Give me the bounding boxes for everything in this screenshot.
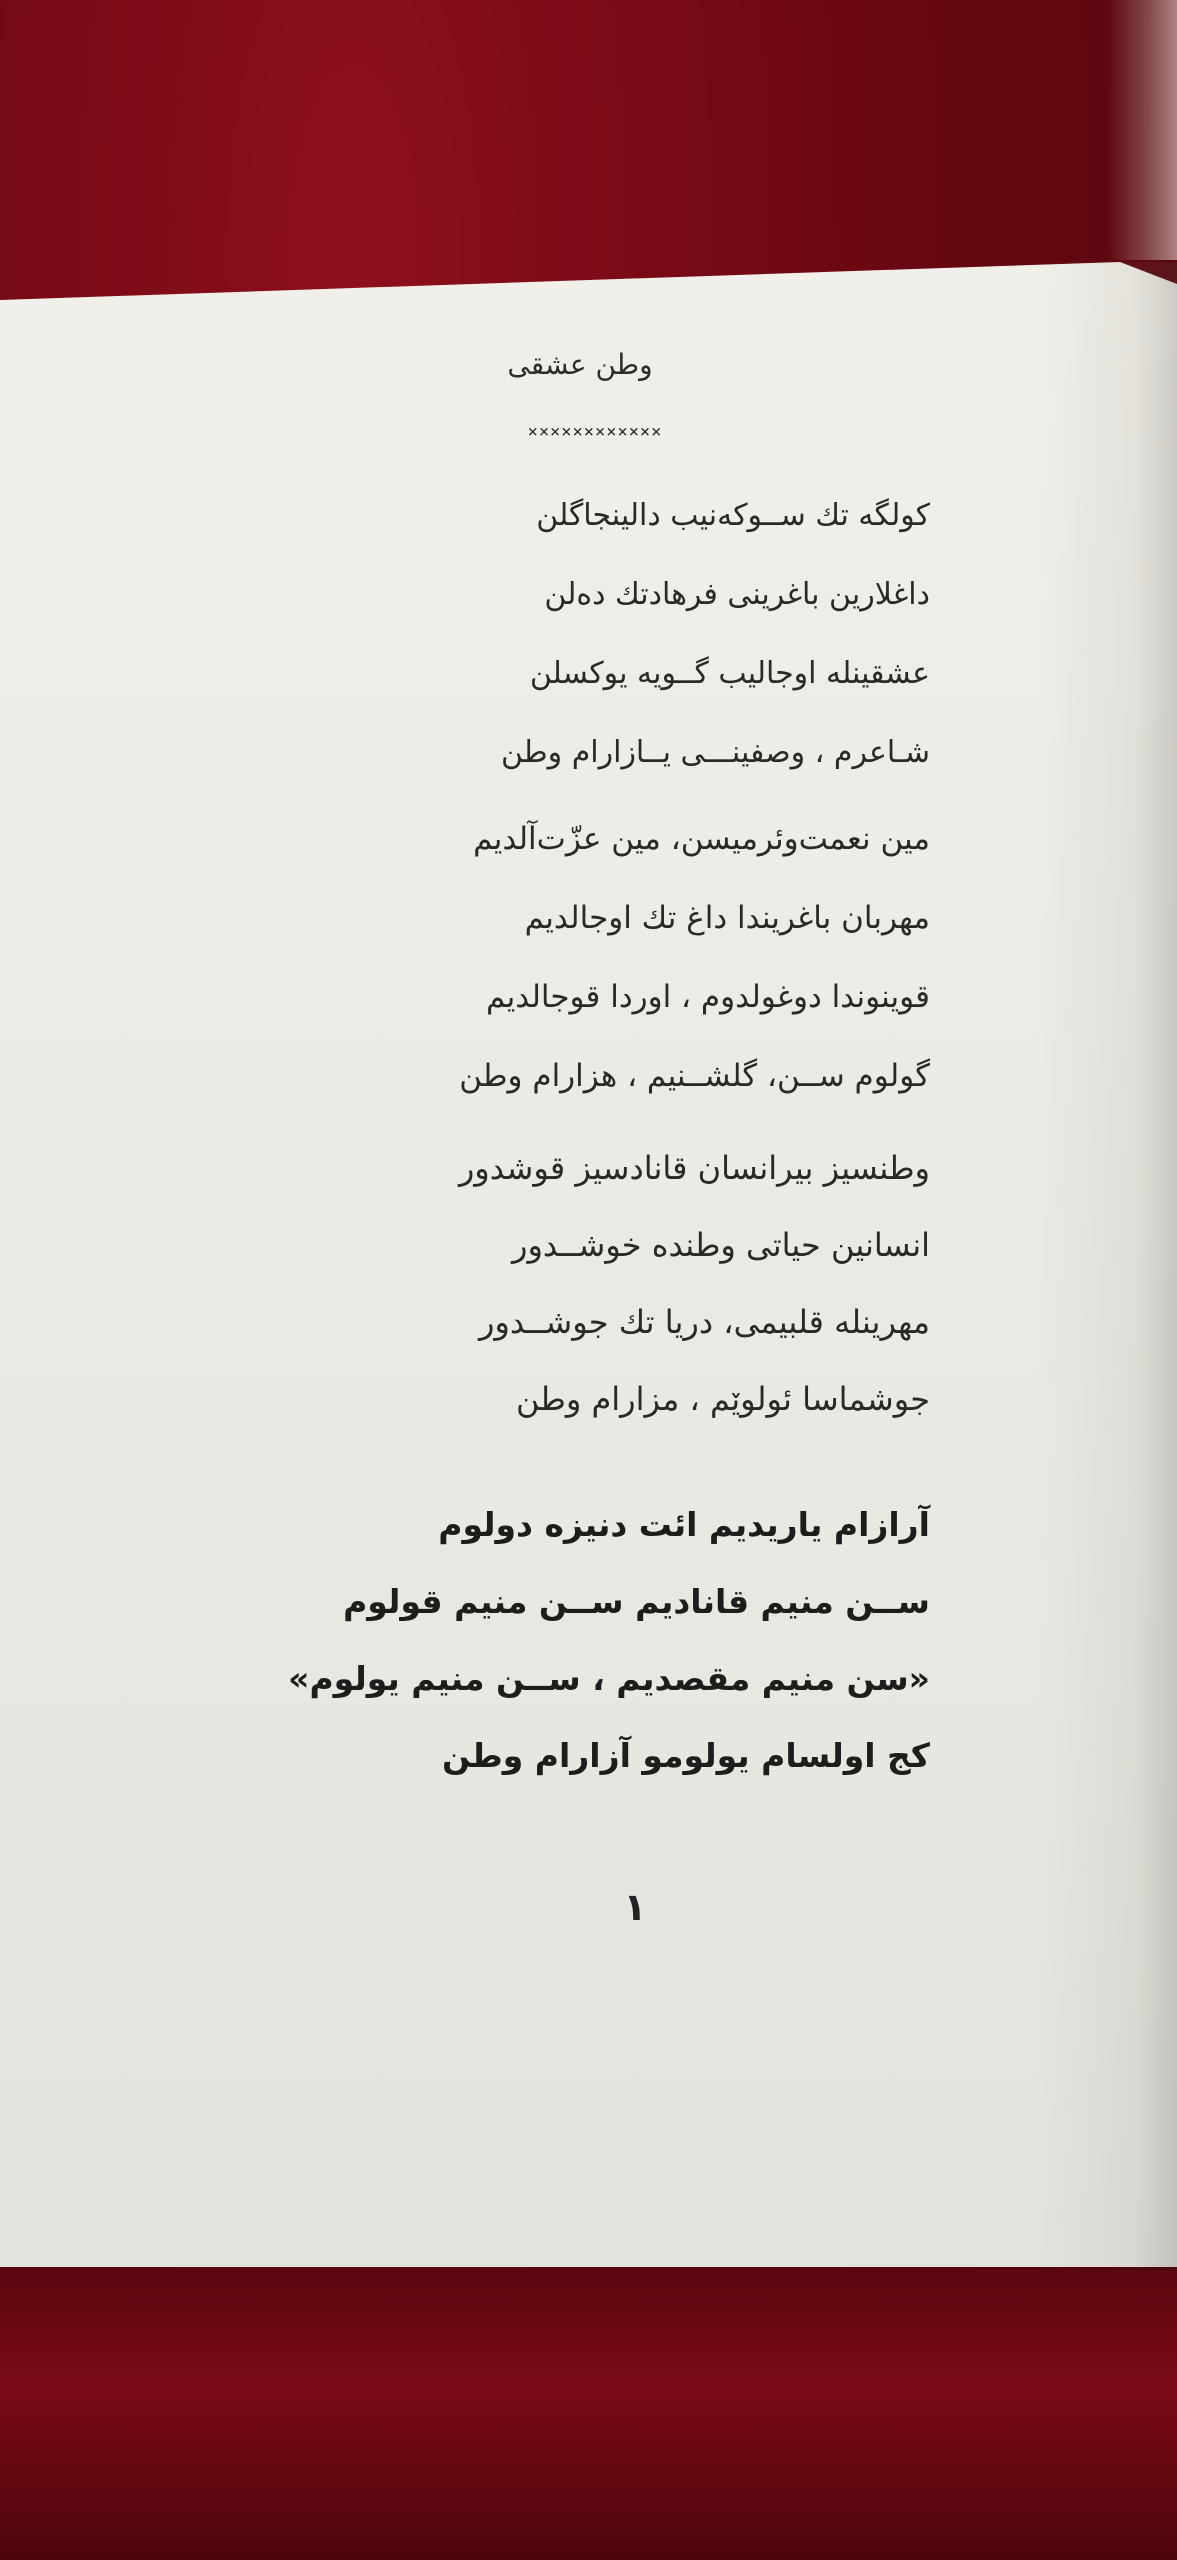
verse-line: قوينوندا دوغولدوم ، اوردا قوجالديم <box>485 979 930 1015</box>
page-number: ۱ <box>623 1885 647 1929</box>
stanza-1 <box>270 476 930 792</box>
verse-line: مهرينله قلبيمى، دريا تك جوشــدور <box>478 1303 930 1341</box>
verse-line: كج اولسام يولومو آزارام وطن <box>442 1736 930 1775</box>
stanza-4 <box>270 1486 930 1794</box>
verse-line: انسانين حياتى وطنده خوشــدور <box>511 1226 930 1264</box>
verse-line: جوشماسا ئولوێم ، مزارام وطن <box>516 1380 930 1418</box>
stanza-3 <box>270 1130 930 1438</box>
verse-line: مين نعمت‌وئرميسن، مين عزّت‌آلديم <box>473 821 930 857</box>
verse-line: «سن منيم مقصديم ، ســن منيم يولوم» <box>288 1659 930 1698</box>
verse-line: داغلارين باغرينى فرهادتك دەلن <box>544 577 930 612</box>
verse-line: وطنسيز بيرانسان قانادسيز قوشدور <box>458 1149 930 1187</box>
verse-line: عشقينله اوجاليب گــويه يوكسلن <box>529 656 930 691</box>
verse-line: آرازام ياريديم ائت دنيزه دولوم <box>438 1505 930 1544</box>
verse-line: شـاعرم ، وصفينـــى يــازارام وطن <box>500 735 930 770</box>
red-cloth-background <box>0 2270 1177 2560</box>
verse-line: گولوم ســن، گلشــنيم ، هزارام وطن <box>459 1058 930 1094</box>
poem-title: وطن عشقی <box>507 348 653 381</box>
verse-line: كولگه تك ســوكه‌نيب دالينجاگلن <box>536 498 930 533</box>
stanza-2 <box>270 800 930 1116</box>
background-object-edge <box>1107 0 1177 260</box>
verse-line: ســن منيم قاناديم ســن منيم قولوم <box>343 1582 930 1621</box>
verse-line: مهربان باغريندا داغ تك اوجالديم <box>524 900 930 936</box>
title-separator: ×××××××××××× <box>527 422 663 442</box>
